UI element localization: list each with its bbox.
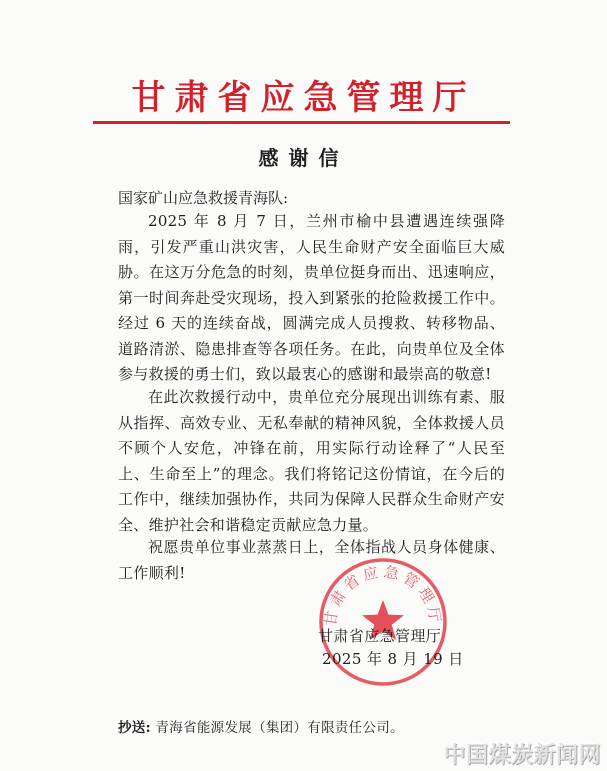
salutation: 国家矿山应急救援青海队: bbox=[118, 189, 289, 207]
cc-label: 抄送: bbox=[118, 720, 151, 736]
document-title: 感谢信 bbox=[258, 146, 349, 170]
seal-text: 甘肃省应急管理厅 bbox=[321, 562, 445, 628]
body-paragraph-1: 2025 年 8 月 7 日，兰州市榆中县遭遇连续强降雨，引发严重山洪灾害，人民生命财产安全面临巨大威胁。在这万分危急的时刻，贵单位挺身而出、迅速响应，第一时间奔赴受灾现场，投入到紧张的抢险救援工作中。经过 6 天的连续奋战，圆满完成人员搜救、转移物品、道路清淤、隐患排查等各项任务。在此，向贵单位及全体参与救援的勇士们，致以最衷心的感谢和最崇高的敬意! bbox=[118, 212, 505, 383]
cc-line bbox=[118, 716, 404, 736]
body-paragraph-2: 在此次救援行动中，贵单位充分展现出训练有素、服从指挥、高效专业、无私奉献的精神风貌，全体救援人员不顾个人安危，冲锋在前，用实际行动诠释了“人民至上、生命至上”的理念。我们将铭记这份情谊，在今后的工作中，继续加强协作，共同为保障人民群众生命财产安全、维护社会和谐稳定贡献应急力量。 bbox=[118, 388, 505, 534]
signing-date: 2025 年 8 月 19 日 bbox=[322, 650, 464, 668]
site-watermark: 中国煤炭新闻网 bbox=[443, 743, 601, 768]
signer-name: 甘肃省应急管理厅 bbox=[318, 627, 442, 645]
letterhead-rule bbox=[93, 121, 510, 124]
body-paragraph-3: 祝愿贵单位事业蒸蒸日上，全体指战人员身体健康、工作顺利! bbox=[118, 538, 505, 582]
letterhead-title: 甘肃省应急管理厅 bbox=[131, 78, 476, 118]
cc-recipient: 青海省能源发展（集团）有限责任公司。 bbox=[155, 720, 404, 736]
